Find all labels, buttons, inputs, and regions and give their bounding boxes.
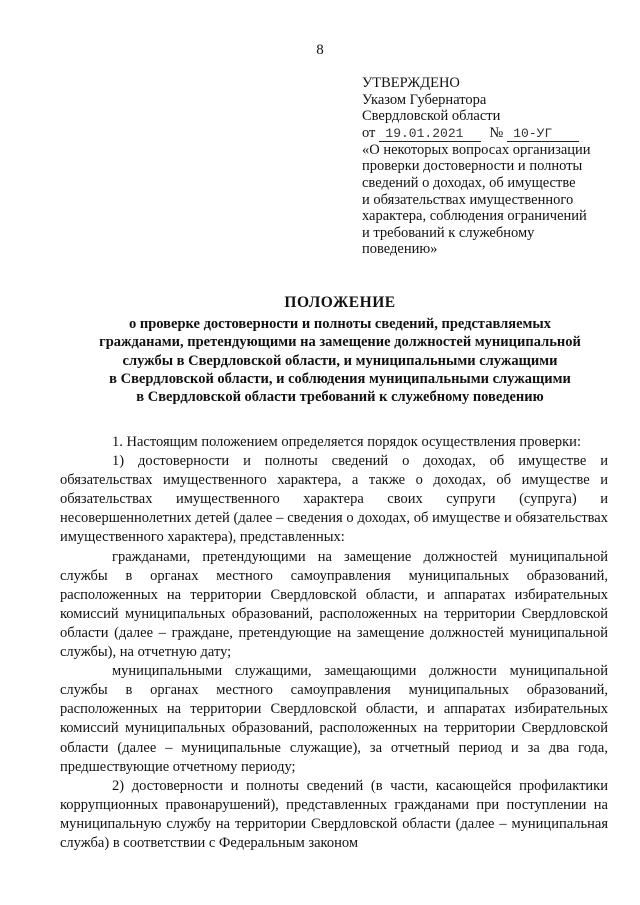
document-subtitle-line: о проверке достоверности и полноты сведений, представляемых	[129, 316, 551, 332]
approval-issuer-line-1: Указом Губернатора	[362, 91, 487, 108]
paragraph-municipal-servants: муниципальными служащими, замещающими должности муниципальной службы в органах местного самоуправления муниципальных образований, расположенных на территории Свердловской области, и аппаратах избирательных комиссий муниципальных образований, расположенных на территории Свердловской области (далее – муниципальные служащие), за отчетный период и за два года, предшествующие отчетному периоду;	[60, 663, 608, 775]
paragraph-intro: 1. Настоящим положением определяется порядок осуществления проверки:	[112, 434, 581, 450]
document-subtitle-line: в Свердловской области требований к служебному поведению	[136, 389, 544, 406]
approval-stamp	[362, 75, 612, 258]
document-subtitle-line: в Свердловской области, и соблюдения муниципальными служащими	[109, 370, 571, 387]
paragraph-item-1: 1) достоверности и полноты сведений о доходах, об имуществе и обязательствах имущественного характера, а также о доходах, об имуществе и обязательствах имущественного характера своих супруги (супруга) и несовершеннолетних детей (далее – сведения о доходах, об имуществе и обязательствах имущественного характера), представленных:	[60, 453, 608, 546]
decree-title-line: и обязательствах имущественного	[362, 191, 574, 208]
document-title	[60, 293, 620, 406]
approval-issuer-line-2: Свердловской области	[362, 108, 501, 125]
decree-title-line: поведению»	[362, 241, 438, 258]
decree-number: 10-УГ	[507, 127, 579, 142]
paragraph-item-2: 2) достоверности и полноты сведений (в части, касающейся профилактики коррупционных правонарушений), представленных гражданами при поступлении на муниципальную службу на территории Свердловской области (далее – муниципальная служба) в соответствии с Федеральным законом	[60, 777, 608, 851]
document-body	[60, 433, 608, 853]
decree-title-line: характера, соблюдения ограничений	[362, 208, 587, 225]
decree-date: 19.01.2021	[379, 127, 481, 142]
paragraph-citizens: гражданами, претендующими на замещение должностей муниципальной службы в органах местного самоуправления муниципальных образований, расположенных на территории Свердловской области, и аппаратах избирательных комиссий муниципальных образований, расположенных на территории Свердловской области (далее – граждане, претендующие на замещение должностей муниципальной службы), на отчетную дату;	[60, 548, 608, 661]
date-prefix: от	[362, 124, 376, 141]
approval-date-line	[362, 125, 612, 142]
document-subtitle-line: гражданами, претендующими на замещение должностей муниципальной	[99, 334, 581, 351]
decree-title-line: проверки достоверности и полноты	[362, 158, 583, 175]
number-prefix: №	[489, 124, 504, 141]
decree-title-line: и требований к служебному	[362, 224, 535, 241]
document-subtitle-line: службы в Свердловской области, и муниципальными служащими	[122, 352, 558, 369]
approval-heading: УТВЕРЖДЕНО	[362, 75, 460, 91]
page-number: 8	[316, 42, 324, 58]
document-heading: ПОЛОЖЕНИЕ	[284, 294, 396, 311]
decree-title-line: сведений о доходах, об имуществе	[362, 174, 576, 191]
decree-title-line: «О некоторых вопросах организации	[362, 141, 591, 158]
